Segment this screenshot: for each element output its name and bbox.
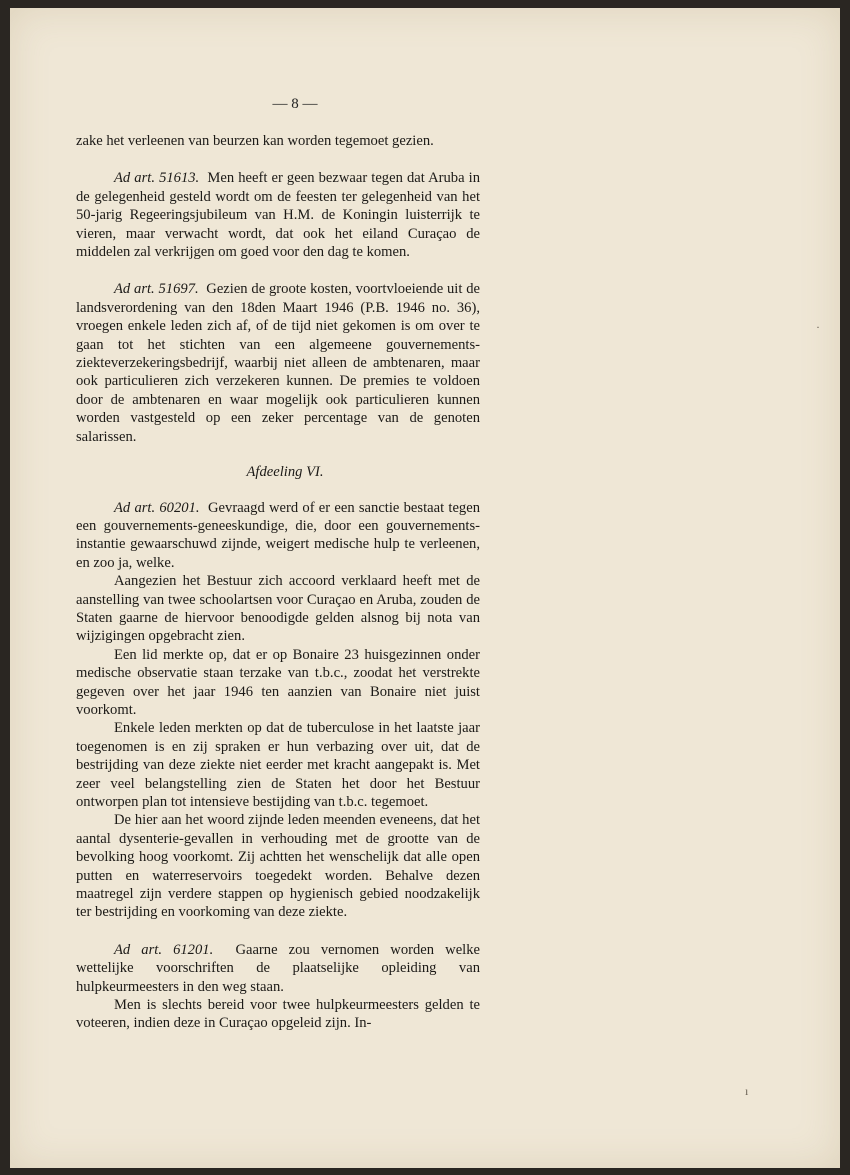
article-reference: Ad art. 51697. [114, 281, 199, 298]
paragraph: Men is slechts bereid voor twee hulpkeurmeesters gelden te voteeren, indien deze in Curaçao opgeleid zijn. In- [76, 997, 480, 1032]
paragraph: Ad art. 60201. Gevraagd werd of er een sanctie bestaat tegen een gouvernements-geneeskundige, die, door een gouvernements-instantie gewaarschuwd zijnde, weigert medische hulp te verleenen, en zoo ja, welke. [76, 499, 480, 571]
article-reference: Ad art. 61201. [114, 941, 214, 958]
body-text [76, 132, 480, 1033]
section-heading: Afdeeling VI. [246, 464, 324, 481]
paragraph: De hier aan het woord zijnde leden meenden eveneens, dat het aantal dysenterie-gevallen in verhouding met de grootte van de bevolking hoog voorkomt. Zij achtten het wenschelijk dat alle open putten en waterreservoirs toegedekt worden. Behalve dezen maatregel zijn verdere stappen op hygienisch gebied noodzakelijk ter bestrijding en voorkoming van deze ziekte. [76, 812, 480, 921]
paragraph: Ad art. 61201. Gaarne zou vernomen worden welke wettelijke voorschriften de plaatselijke opleiding van hulpkeurmeesters in den weg staan. [76, 941, 481, 995]
paragraph: Enkele leden merkten op dat de tuberculose in het laatste jaar toegenomen is en zij spraken er hun verbazing over uit, dat de bestrijding van deze ziekte niet eerder met kracht aangepakt is. Met zeer veel belangstelling zien de Staten het door het Bestuur ontworpen plan tot intensieve bestijding van t.b.c. tegemoet. [76, 720, 480, 810]
paragraph: zake het verleenen van beurzen kan worden tegemoet gezien. [76, 133, 434, 149]
paragraph: Ad art. 51697. Gezien de groote kosten, voortvloeiende uit de landsverordening van den 18den Maart 1946 (P.B. 1946 no. 36), vroegen enkele leden zich af, of de tijd niet gekomen is om over te gaan tot het stichten van een algemeene gouvernements-ziekteverzekeringsbedrijf, waarbij niet alleen de ambtenaren, maar ook particulieren zich verzekeren kunnen. De premies te voldoen door de ambtenaren en waar mogelijk ook particulieren kunnen worden vastgesteld op een zeker percentage van de genoten salarissen. [76, 281, 480, 445]
paragraph: Aangezien het Bestuur zich accoord verklaard heeft met de aanstelling van twee schoolartsen voor Curaçao en Aruba, zouden de Staten gaarne de hiervoor benoodigde gelden alsnog bij nota van wijzigingen opgebracht zien. [76, 573, 480, 645]
page-number: — 8 — [272, 96, 318, 112]
paragraph: Een lid merkte op, dat er op Bonaire 23 huisgezinnen onder medische observatie staan terzake van t.b.c., zoodat het verstrekte gegeven over het jaar 1946 ten aanzien van Bonaire niet juist voorkomt. [76, 646, 480, 718]
paragraph: Ad art. 51613. Men heeft er geen bezwaar tegen dat Aruba in de gelegenheid gesteld wordt om de feesten ter gelegenheid van het 50-jarig Regeeringsjubileum van H.M. de Koningin luisterrijk te vieren, maar verwacht wordt, dat ook het eiland Curaçao de middelen zal verkrijgen om goed voor den dag te komen. [76, 170, 481, 261]
article-reference: Ad art. 51613. [114, 170, 200, 187]
article-reference: Ad art. 60201. [114, 499, 200, 516]
scan-speck: · [816, 320, 820, 334]
document-page [10, 8, 840, 1168]
scan-speck: ı [745, 1084, 749, 1098]
